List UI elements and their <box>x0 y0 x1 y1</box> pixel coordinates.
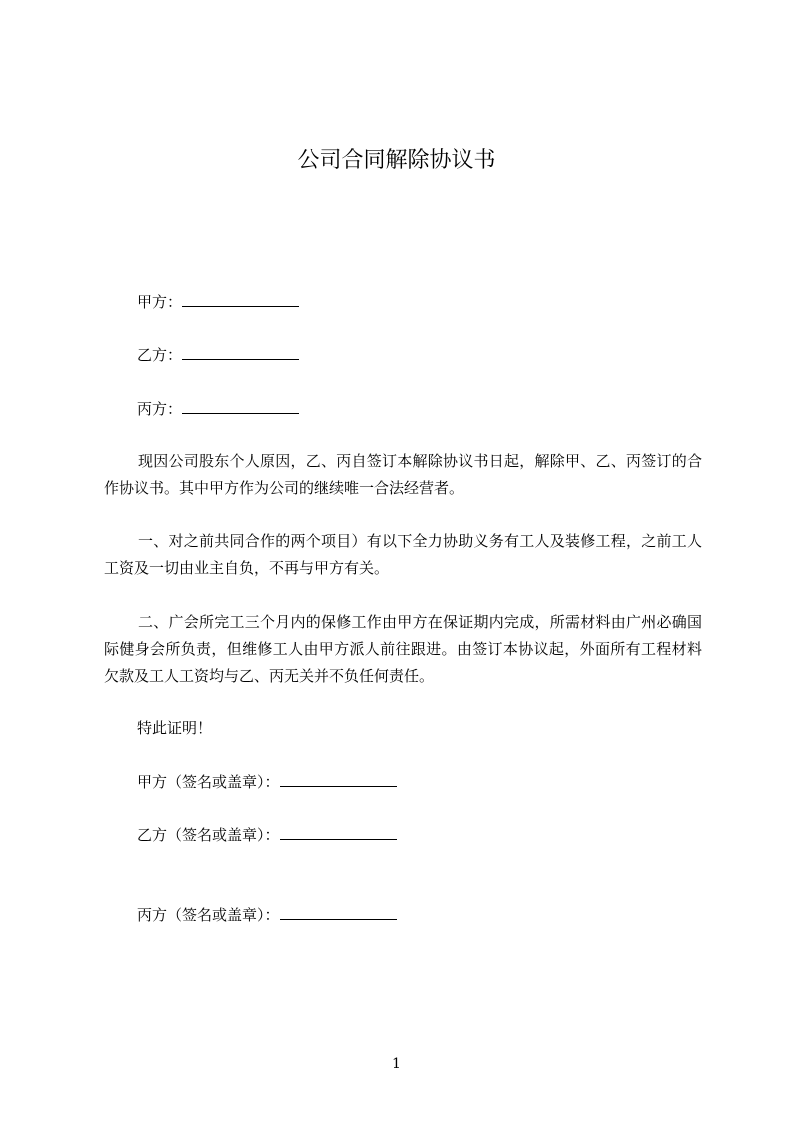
signature-b-label: 乙方（签名或盖章）： <box>137 826 280 844</box>
paragraph-clause-1: 一、对之前共同合作的两个项目）有以下全力协助义务有工人及装修工程，之前工人工资及一切由业主自负，不再与甲方有关。 <box>104 532 702 577</box>
page-number: 1 <box>392 1056 401 1072</box>
party-a-blank <box>182 292 299 307</box>
paragraph-intro: 现因公司股东个人原因，乙、丙自签订本解除协议书日起，解除甲、乙、丙签订的合作协议书。其中甲方作为公司的继续唯一合法经营者。 <box>104 452 702 497</box>
signature-b-line <box>137 825 397 845</box>
closing-statement: 特此证明！ <box>137 719 213 737</box>
signature-c-label: 丙方（签名或盖章）： <box>137 906 280 924</box>
party-b-line <box>137 345 299 365</box>
signature-c-line <box>137 905 397 925</box>
signature-b-blank <box>280 825 397 840</box>
party-c-label: 丙方： <box>137 400 183 418</box>
paragraph-clause-2: 二、广会所完工三个月内的保修工作由甲方在保证期内完成，所需材料由广州必确国际健身会所负责，但维修工人由甲方派人前往跟进。由签订本协议起，外面所有工程材料欠款及工人工资均与乙、丙无关并不负任何责任。 <box>104 613 702 685</box>
document-title: 公司合同解除协议书 <box>297 148 496 173</box>
party-b-blank <box>182 345 299 360</box>
party-b-label: 乙方： <box>137 346 183 364</box>
signature-a-blank <box>280 772 397 787</box>
signature-a-label: 甲方（签名或盖章）： <box>137 773 280 791</box>
signature-c-blank <box>280 905 397 920</box>
signature-a-line <box>137 772 397 792</box>
party-a-line <box>137 292 299 312</box>
party-c-line <box>137 399 299 419</box>
party-a-label: 甲方： <box>137 293 183 311</box>
party-c-blank <box>182 399 299 414</box>
